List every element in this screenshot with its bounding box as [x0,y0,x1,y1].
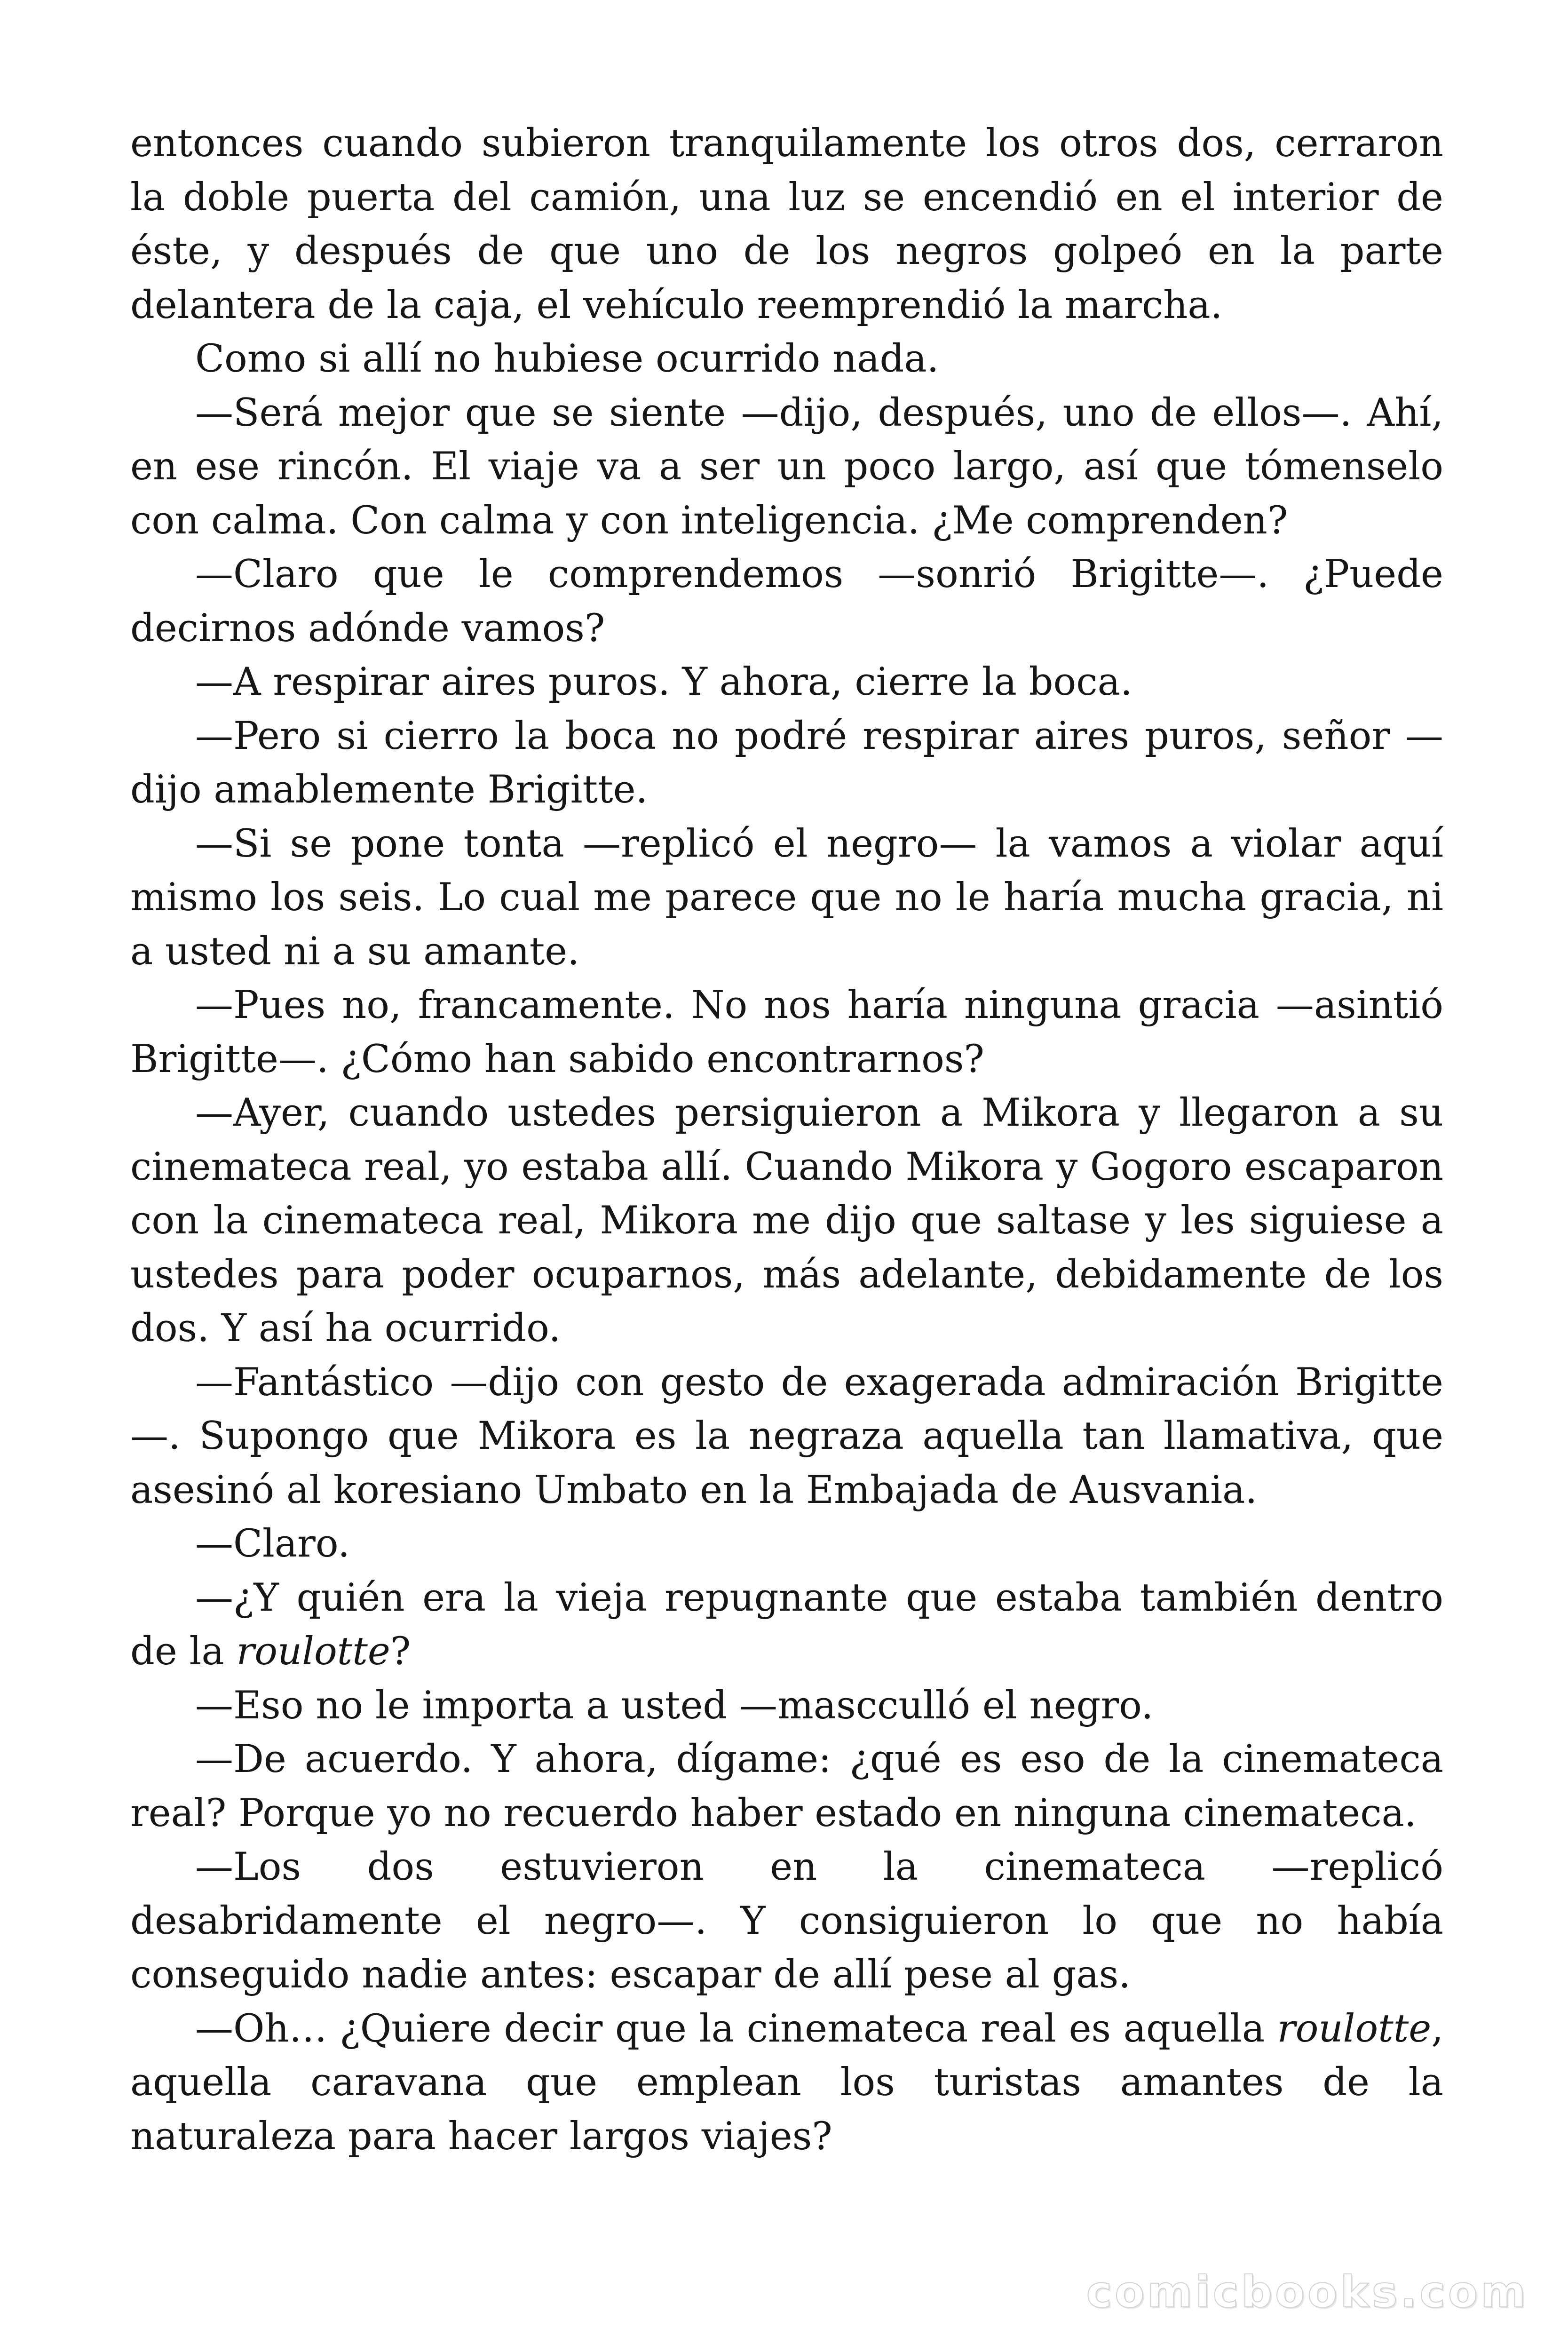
paragraph-text: , aquella caravana que emplean los turistas amantes de la naturaleza para hacer largos viajes? [130,2006,1443,2159]
paragraph [130,655,1443,709]
paragraph-text: —Ayer, cuando ustedes persiguieron a Mikora y llegaron a su cinemateca real, yo estaba allí. Cuando Mikora y Gogoro escaparon con la cinemateca real, Mikora me dijo que saltase y les siguiese a ustedes para poder ocuparnos, más adelante, debidamente de los dos. Y así ha ocurrido. [130,1091,1443,1351]
paragraph-text: —Si se pone tonta —replicó el negro— la vamos a violar aquí mismo los seis. Lo cual me parece que no le haría mucha gracia, ni a usted ni a su amante. [130,821,1443,974]
italic-term: roulotte [1277,2006,1432,2051]
paragraph [130,1679,1443,1733]
paragraph [130,2002,1443,2164]
paragraph [130,332,1443,386]
body-text [130,117,1443,2163]
paragraph [130,1732,1443,1840]
paragraph [130,117,1443,332]
paragraph [130,1086,1443,1356]
paragraph-text: —Claro que le comprendemos —sonrió Brigitte—. ¿Puede decirnos adónde vamos? [130,552,1443,651]
paragraph [130,1840,1443,2002]
paragraph-text: —Pues no, francamente. No nos haría ninguna gracia —asintió Brigitte—. ¿Cómo han sabido encontrarnos? [130,983,1443,1081]
paragraph [130,1356,1443,1518]
paragraph [130,548,1443,655]
paragraph [130,817,1443,979]
paragraph-text: —Pero si cierro la boca no podré respirar aires puros, señor —dijo amablemente Brigitte. [130,714,1443,812]
paragraph-text: —¿Y quién era la vieja repugnante que estaba también dentro de la [130,1575,1443,1674]
paragraph-text: Como si allí no hubiese ocurrido nada. [195,337,939,381]
paragraph-text: —Será mejor que se siente —dijo, después, uno de ellos—. Ahí, en ese rincón. El viaje va a ser un poco largo, así que tómenselo con calma. Con calma y con inteligencia. ¿Me comprenden? [130,390,1443,543]
italic-term: roulotte [236,1629,390,1674]
paragraph-text: —Fantástico —dijo con gesto de exagerada admiración Brigitte —. Supongo que Mikora es la negraza aquella tan llamativa, que asesinó al koresiano Umbato en la Embajada de Ausvania. [130,1360,1443,1512]
paragraph [130,709,1443,817]
paragraph-text: —A respirar aires puros. Y ahora, cierre la boca. [195,660,1132,704]
paragraph-text: —Los dos estuvieron en la cinemateca —replicó desabridamente el negro—. Y consiguieron lo que no había conseguido nadie antes: escapar de allí pese al gas. [130,1845,1443,1997]
paragraph-text: —Oh… ¿Quiere decir que la cinemateca real es aquella [195,2006,1277,2051]
watermark: comicbooks.com [1086,2267,1528,2317]
paragraph [130,978,1443,1086]
paragraph [130,386,1443,548]
paragraph [130,1517,1443,1571]
paragraph-text: —Eso no le importa a usted —mascculló el negro. [195,1683,1154,1728]
paragraph-text: entonces cuando subieron tranquilamente los otros dos, cerraron la doble puerta del camión, una luz se encendió en el interior de éste, y después de que uno de los negros golpeó en la parte delantera de la caja, el vehículo reemprendió la marcha. [130,121,1443,327]
paragraph [130,1571,1443,1679]
paragraph-text: —Claro. [195,1522,350,1566]
paragraph-text: ? [390,1629,411,1674]
paragraph-text: —De acuerdo. Y ahora, dígame: ¿qué es eso de la cinemateca real? Porque yo no recuerdo haber estado en ninguna cinemateca. [130,1737,1443,1836]
